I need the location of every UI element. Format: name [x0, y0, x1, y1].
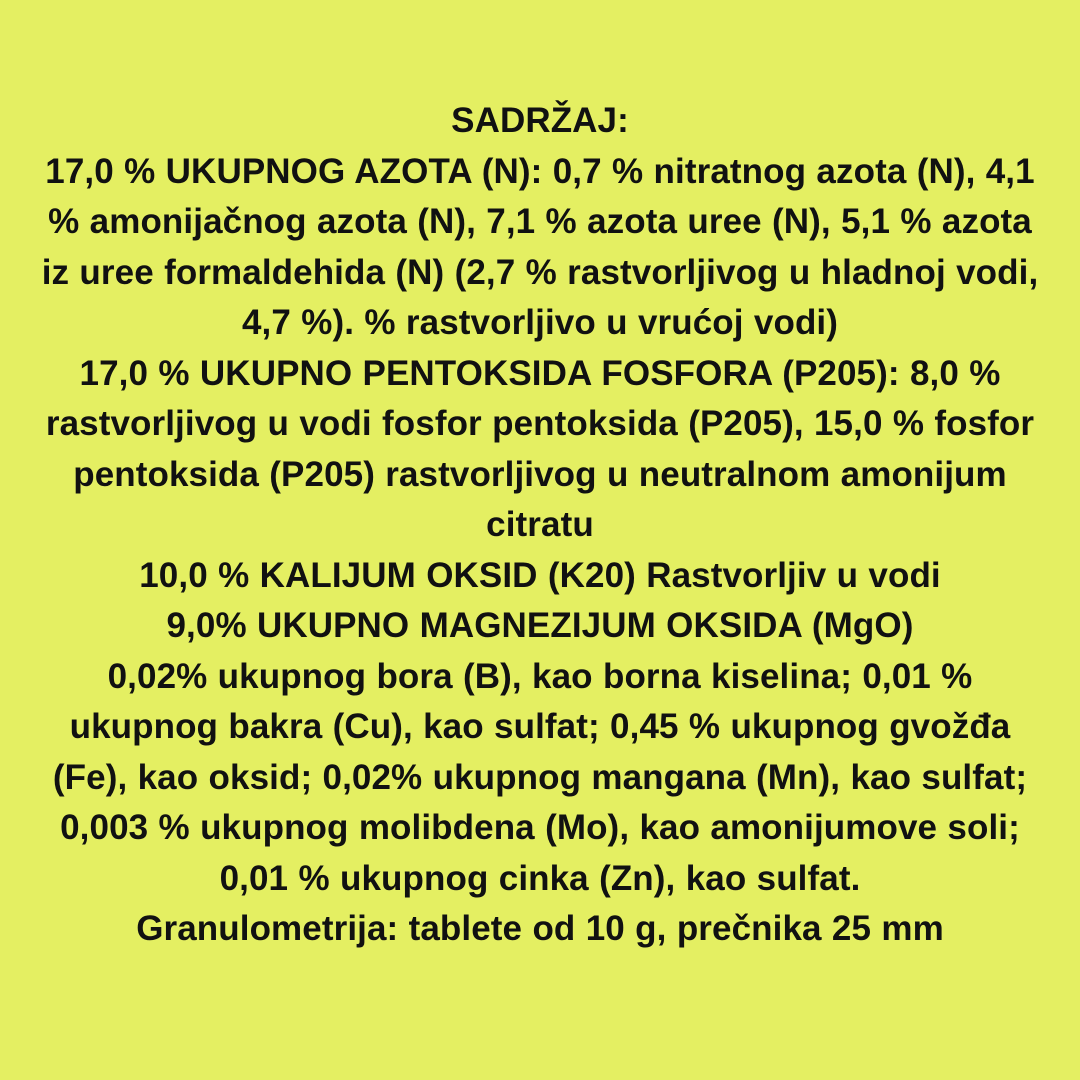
magnesium-content-paragraph: 9,0% UKUPNO MAGNEZIJUM OKSIDA (MgO) [166, 606, 914, 645]
label-heading: SADRŽAJ: [451, 101, 629, 140]
phosphorus-content-paragraph: 17,0 % UKUPNO PENTOKSIDA FOSFORA (P205): 8,0 % rastvorljivog u vodi fosfor pentoksida (P205), 15,0 % fosfor pentoksida (P205) rastvorljivog u neutralnom amonijum citratu [45, 353, 1035, 544]
micronutrients-paragraph: 0,02% ukupnog bora (B), kao borna kiselina; 0,01 % ukupnog bakra (Cu), kao sulfat; 0,45 % ukupnog gvožđa (Fe), kao oksid; 0,02% ukupnog mangana (Mn), kao sulfat; 0,003 % ukupnog molibdena (Mo), kao amonijumove soli; 0,01 % ukupnog cinka (Zn), kao sulfat. [52, 656, 1028, 898]
nitrogen-content-paragraph: 17,0 % UKUPNOG AZOTA (N): 0,7 % nitratnog azota (N), 4,1 % amonijačnog azota (N), 7,1 % azota uree (N), 5,1 % azota iz uree formaldehida (N) (2,7 % rastvorljivog u hladnoj vodi, 4,7 %). % rastvorljivo u vrućoj vodi) [41, 151, 1039, 342]
potassium-content-paragraph: 10,0 % KALIJUM OKSID (K20) Rastvorljiv u vodi [139, 555, 941, 595]
granulometry-paragraph: Granulometrija: tablete od 10 g, prečnika 25 mm [136, 909, 944, 948]
